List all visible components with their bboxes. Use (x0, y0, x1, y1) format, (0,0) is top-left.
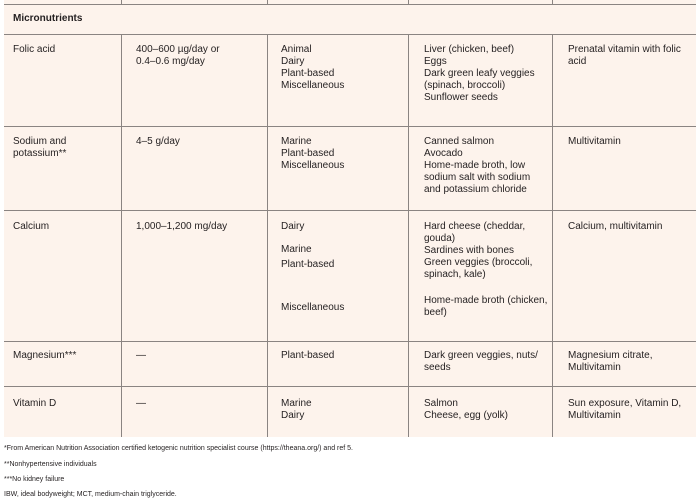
source-text: Miscellaneous (281, 160, 345, 171)
row-divider (4, 341, 696, 342)
column-divider (121, 0, 122, 4)
column-divider (552, 0, 553, 4)
food-text: Green veggies (broccoli, (424, 257, 533, 268)
footnote: **Nonhypertensive individuals (4, 461, 97, 468)
dose-text: 4–5 g/day (136, 136, 180, 147)
column-divider (408, 34, 409, 437)
food-text: Home-made broth (chicken, (424, 295, 548, 306)
food-text: sodium salt with sodium (424, 172, 531, 183)
source-text: Plant-based (281, 68, 335, 79)
food-text: Home-made broth, low (424, 160, 526, 171)
source-spacer (281, 283, 344, 295)
food-cell (424, 398, 508, 422)
dose-text: — (136, 398, 146, 409)
source-cell (281, 350, 334, 362)
source-text: Marine (281, 398, 312, 409)
source-text: Animal (281, 44, 312, 55)
food-cell (424, 221, 547, 319)
nutrient-cell (13, 221, 49, 233)
food-text: Canned salmon (424, 136, 495, 147)
source-text: Plant-based (281, 350, 335, 361)
source-text: Dairy (281, 410, 305, 421)
source-text: Plant-based (281, 148, 335, 159)
row-divider (4, 34, 696, 35)
food-text: Sunflower seeds (424, 92, 498, 103)
nutrient-cell (13, 44, 55, 56)
micronutrients-table (4, 0, 696, 437)
dose-text: 0.4–0.6 mg/day (136, 56, 205, 67)
dose-text: — (136, 350, 146, 361)
column-divider (408, 0, 409, 4)
dose-text: 1,000–1,200 mg/day (136, 221, 228, 232)
food-cell (424, 44, 535, 104)
source-text: Marine (281, 136, 312, 147)
nutrient-name: Sodium and (13, 136, 67, 147)
column-divider (267, 0, 268, 4)
supplement-text: acid (568, 56, 587, 67)
source-text: Plant-based (281, 259, 335, 270)
source-cell (281, 221, 344, 314)
food-text: Cheese, egg (yolk) (424, 410, 508, 421)
nutrient-cell (13, 136, 66, 160)
dose-cell (136, 398, 146, 410)
supplement-text: Multivitamin (568, 136, 621, 147)
row-divider (4, 386, 696, 387)
dose-text: 400–600 µg/day or (136, 44, 220, 55)
nutrient-name: potassium** (13, 148, 67, 159)
food-text: Sardines with bones (424, 245, 515, 256)
food-cell (424, 136, 530, 196)
food-text: Liver (chicken, beef) (424, 44, 515, 55)
nutrient-name: Folic acid (13, 44, 56, 55)
source-cell (281, 44, 344, 92)
source-text: Dairy (281, 221, 305, 232)
food-text: spinach, kale) (424, 269, 486, 280)
dose-cell (136, 136, 180, 148)
food-text: Avocado (424, 148, 463, 159)
footnote: *From American Nutrition Association certified ketogenic nutrition specialist course (https://theana.org/) and ref 5. (4, 445, 354, 452)
nutrient-cell (13, 398, 56, 410)
section-title: Micronutrients (13, 13, 83, 24)
nutrient-name: Calcium (13, 221, 50, 232)
supplement-text: Multivitamin (568, 362, 621, 373)
dose-cell (136, 221, 227, 233)
dose-cell (136, 350, 146, 362)
food-text: Salmon (424, 398, 458, 409)
source-cell (281, 136, 344, 172)
food-text: (spinach, broccoli) (424, 80, 506, 91)
supplement-text: Calcium, multivitamin (568, 221, 663, 232)
nutrient-name: Vitamin D (13, 398, 57, 409)
source-text: Miscellaneous (281, 302, 345, 313)
supplement-cell (568, 136, 621, 148)
source-text: Marine (281, 244, 312, 255)
source-spacer (281, 271, 344, 283)
column-divider (121, 34, 122, 437)
dose-cell (136, 44, 220, 68)
row-divider (4, 210, 696, 211)
source-cell (281, 398, 312, 422)
supplement-cell (568, 350, 652, 374)
nutrient-cell (13, 350, 76, 362)
column-divider (267, 34, 268, 437)
source-text: Dairy (281, 56, 305, 67)
food-text: Hard cheese (cheddar, (424, 221, 526, 232)
row-divider (4, 126, 696, 127)
source-text: Miscellaneous (281, 80, 345, 91)
supplement-text: Multivitamin (568, 410, 621, 421)
footnote: ***No kidney failure (4, 476, 65, 483)
supplement-text: Prenatal vitamin with folic (568, 44, 681, 55)
nutrient-name: Magnesium*** (13, 350, 77, 361)
food-cell (424, 350, 538, 374)
supplement-text: Sun exposure, Vitamin D, (568, 398, 682, 409)
row-divider (4, 4, 696, 5)
food-text: Dark green leafy veggies (424, 68, 535, 79)
food-text: Eggs (424, 56, 447, 67)
food-text: seeds (424, 362, 451, 373)
food-text: Dark green veggies, nuts/ (424, 350, 538, 361)
food-text: beef) (424, 307, 447, 318)
supplement-cell (568, 221, 662, 233)
supplement-cell (568, 44, 681, 68)
food-text: and potassium chloride (424, 184, 527, 195)
food-text: gouda) (424, 233, 456, 244)
supplement-text: Magnesium citrate, (568, 350, 653, 361)
supplement-cell (568, 398, 681, 422)
food-spacer (424, 281, 547, 293)
footnote: IBW, ideal bodyweight; MCT, medium-chain triglyceride. (4, 491, 177, 498)
column-divider (552, 34, 553, 437)
